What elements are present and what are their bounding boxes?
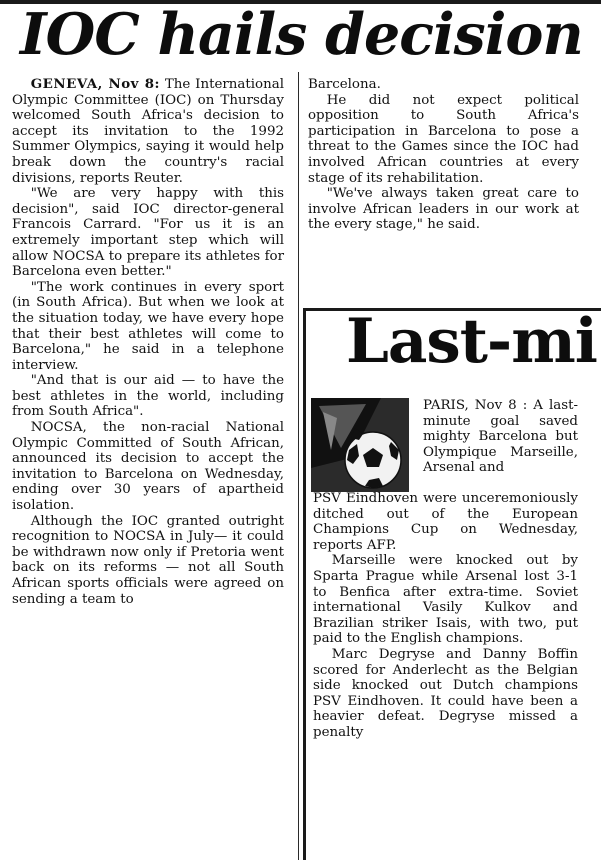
second-article-lead — [423, 398, 578, 476]
dateline-paris: PARIS, Nov 8 : — [423, 398, 528, 413]
article-column-right — [308, 77, 579, 233]
second-article-lead-column — [423, 398, 578, 476]
dateline: GENEVA, Nov 8: — [30, 76, 160, 92]
paragraph-7: He did not expect political opposition to South Africa's participation in Barcelona to pose a threat to the Games since the IOC had involved African countries at every stage of its rehabilitation. — [308, 92, 579, 186]
article-column-left — [12, 77, 284, 607]
lead-text: The International Olympic Committee (IOC) on Thursday welcomed South Africa's decision to accept its invitation to the 1992 Summer Olympics, saying it would help break down the country's racial divisions, reports Reuter. — [12, 77, 284, 186]
paragraph-2: "We are very happy with this decision", said IOC director-general Francois Carrard. "For us it is an extremely important step which will allow NOCSA to prepare its athletes for Barcelona even better." — [12, 186, 284, 280]
article-headline: IOC hails decision — [20, 1, 583, 68]
paragraph-4: "And that is our aid — to have the best athletes in the world, including from South Africa". — [12, 373, 284, 420]
second-lead-text: A last-minute goal saved mighty Barcelona but Olympique Marseille, Arsenal and — [423, 398, 578, 476]
box-rule-left — [303, 308, 306, 860]
paragraph-5: NOCSA, the non-racial National Olympic Committed of South African, announced its decision to accept the invitation to Barcelona on Wednesday, ending over 30 years of apartheid isolation. — [12, 420, 284, 514]
second-paragraph-2: Marseille were knocked out by Sparta Prague while Arsenal lost 3-1 to Benfica after extra-time. Soviet international Vasily Kulkov and Brazilian striker Isais, with two, put paid to the English champions. — [313, 553, 578, 647]
article-lead-paragraph — [12, 77, 284, 186]
paragraph-3: "The work continues in every sport (in South Africa). But when we look at the situation today, we have every hope that their best athletes will come to Barcelona," he said in a telephone interview. — [12, 279, 284, 373]
paragraph-8: "We've always taken great care to involve African leaders in our work at the every stage," he said. — [308, 186, 579, 233]
paragraph-6-continued: Barcelona. — [308, 77, 381, 92]
second-article-body — [313, 491, 578, 741]
paragraph-6: Although the IOC granted outright recognition to NOCSA in July— it could be withdrawn now only if Pretoria went back on its reforms — not all South African sports officials were agreed on sending a team to — [12, 513, 284, 607]
second-lead-continued: PSV Eindhoven were unceremoniously ditched out of the European Champions Cup on Wednesday, reports AFP. — [313, 491, 578, 553]
second-article-headline: Last-mi — [346, 306, 597, 377]
column-divider — [298, 72, 299, 860]
soccer-ball-photo-icon — [311, 398, 409, 492]
second-paragraph-3: Marc Degryse and Danny Boffin scored for Anderlecht as the Belgian side knocked out Dutch champions PSV Eindhoven. It could have been a heavier defeat. Degryse missed a penalty — [313, 646, 578, 740]
